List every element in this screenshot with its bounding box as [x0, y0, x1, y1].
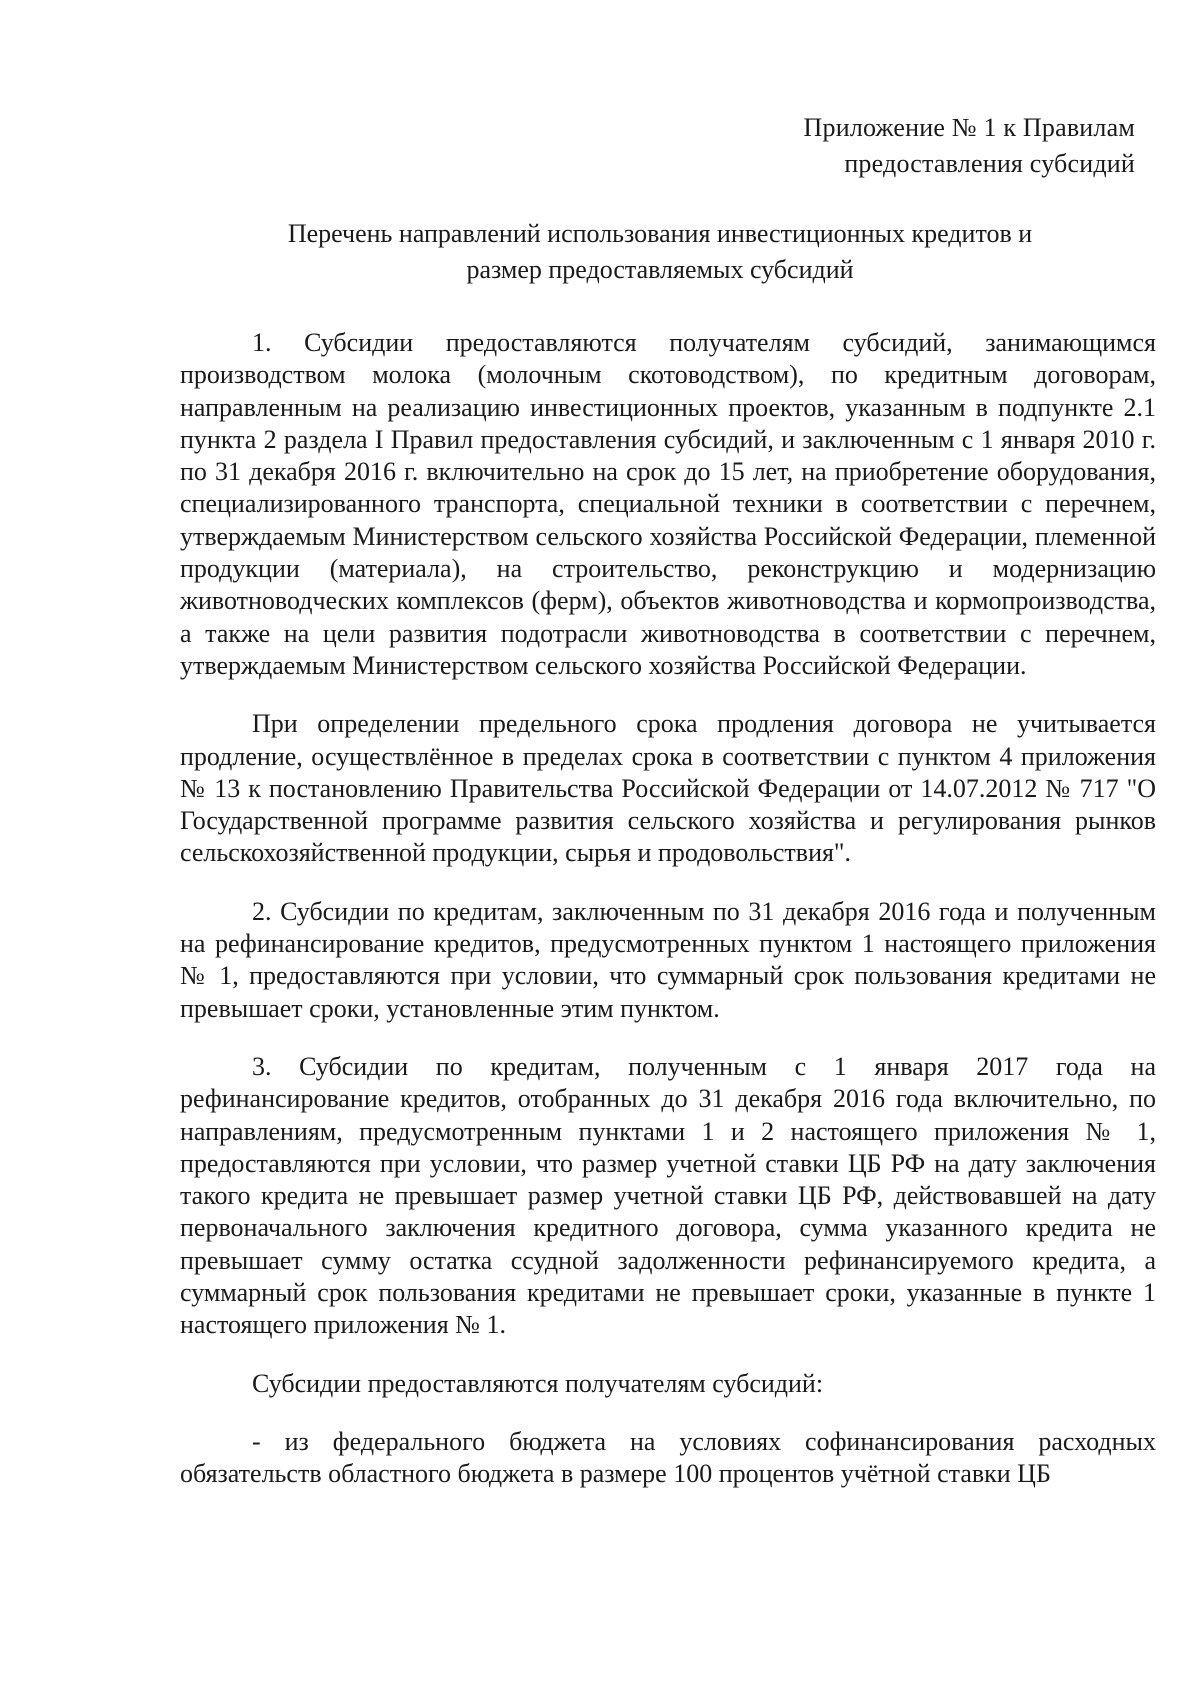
- appendix-line-2: предоставления субсидий: [844, 149, 1135, 178]
- title-line-1: Перечень направлений использования инвестиционных кредитов и: [287, 219, 1033, 248]
- document-title: [180, 216, 1140, 288]
- paragraph-item-2: 2. Субсидии по кредитам, заключенным по 31 декабря 2016 года и полученным на рефинансирование кредитов, предусмотренных пунктом 1 настоящего приложения № 1, предоставляются при условии, что суммарный срок пользования кредитами не превышает сроки, установленные этим пунктом.: [180, 896, 1156, 1023]
- paragraph-item-1: 1. Субсидии предоставляются получателям субсидий, занимающимся производством молока (молочным скотоводством), по кредитным договорам, направленным на реализацию инвестиционных проектов, указанным в подпункте 2.1 пункта 2 раздела I Правил предоставления субсидий, и заключенным с 1 января 2010 г. по 31 декабря 2016 г. включительно на срок до 15 лет, на приобретение оборудования, специализированного транспорта, специальной техники в соответствии с перечнем, утверждаемым Министерством сельского хозяйства Российской Федерации, племенной продукции (материала), на строительство, реконструкцию и модернизацию животноводческих комплексов (ферм), объектов животноводства и кормопроизводства, а также на цели развития подотрасли животноводства в соответствии с перечнем, утверждаемым Министерством сельского хозяйства Российской Федерации.: [180, 328, 1156, 680]
- paragraph-item-3: 3. Субсидии по кредитам, полученным с 1 января 2017 года на рефинансирование кредитов, отобранных до 31 декабря 2016 года включительно, по направлениям, предусмотренным пунктами 1 и 2 настоящего приложения № 1, предоставляются при условии, что размер учетной ставки ЦБ РФ на дату заключения такого кредита не превышает размер учетной ставки ЦБ РФ, действовавшей на дату первоначального заключения кредитного договора, сумма указанного кредита не превышает сумму остатка ссудной задолженности рефинансируемого кредита, а суммарный срок пользования кредитами не превышает сроки, указанные в пункте 1 настоящего приложения № 1.: [180, 1051, 1156, 1340]
- appendix-reference: [804, 110, 1135, 182]
- title-line-2: размер предоставляемых субсидий: [466, 255, 854, 284]
- paragraph-extension-note: При определении предельного срока продления договора не учитывается продление, осуществлённое в пределах срока в соответствии с пунктом 4 приложения № 13 к постановлению Правительства Российской Федерации от 14.07.2012 № 717 "О Государственной программе развития сельского хозяйства и регулирования рынков сельскохозяйственной продукции, сырья и продовольствия".: [180, 709, 1156, 868]
- document-body: [180, 327, 1156, 1491]
- appendix-line-1: Приложение № 1 к Правилам: [803, 113, 1135, 142]
- paragraph-subsidy-recipients: Субсидии предоставляются получателям субсидий:: [252, 1368, 824, 1398]
- paragraph-federal-budget: - из федерального бюджета на условиях софинансирования расходных обязательств областного бюджета в размере 100 процентов учётной ставки ЦБ: [180, 1426, 1156, 1489]
